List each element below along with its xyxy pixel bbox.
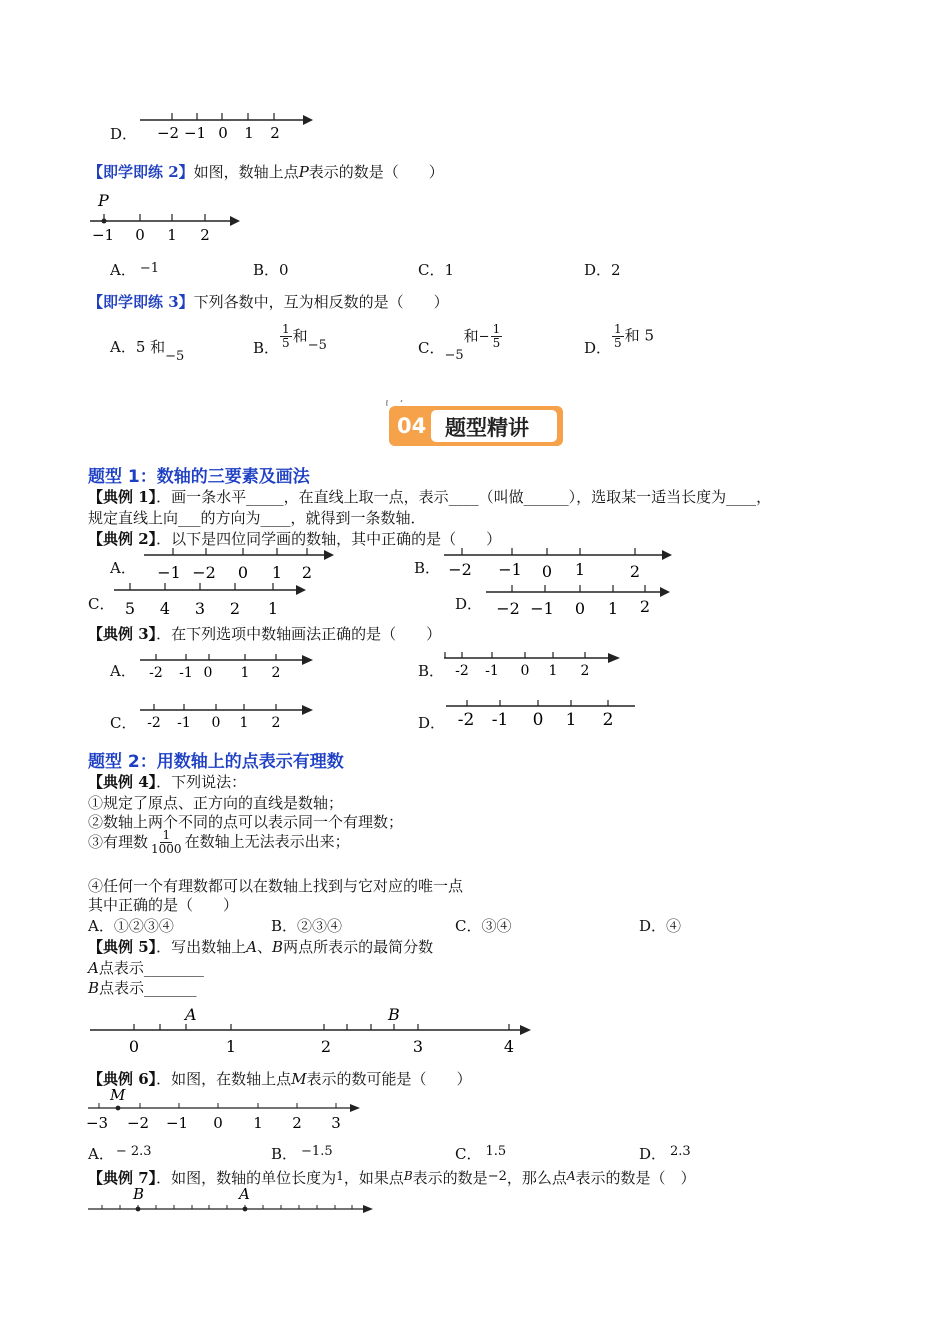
tick-label: -1 xyxy=(491,710,509,730)
number-line-dl3-d xyxy=(440,698,640,734)
exercise-2-question xyxy=(88,161,444,182)
point-label-a: A xyxy=(185,1005,197,1024)
tick-label: 2 xyxy=(320,1037,332,1056)
tick-label: -1 xyxy=(485,663,499,679)
number-line-ex2 xyxy=(88,190,248,248)
type-2-heading: 题型 2：用数轴上的点表示有理数 xyxy=(88,752,344,772)
answer-line-b[interactable]: B点表示_______ xyxy=(88,979,197,997)
example-7-question: 【典例 7】．如图，数轴的单位长度为$^1$，如果点$^B$表示的数是−2，那么点$^A$表示的数是（ ） xyxy=(88,1169,696,1187)
tick-label: 4 xyxy=(503,1037,515,1056)
option-b[interactable]: B． −1.5 xyxy=(271,1144,333,1163)
tick-label: 0 xyxy=(128,1037,140,1056)
question-text: 下列各数中，互为相反数的是（ ） xyxy=(193,293,449,311)
tick-label: 5 xyxy=(124,599,136,618)
tick-label: −1 xyxy=(157,563,181,582)
point-label-m: M xyxy=(110,1086,126,1104)
option-d-label[interactable]: D． xyxy=(418,714,446,732)
tick-label: −1 xyxy=(530,599,554,618)
tick-label: 2 xyxy=(200,226,210,244)
tick-label: 0 xyxy=(213,1114,223,1132)
tick-label: 4 xyxy=(159,599,171,618)
tick-label: 2 xyxy=(639,597,651,616)
example-4-question: 【典例 4】．下列说法： xyxy=(88,773,247,791)
number-line-dl6 xyxy=(86,1086,366,1136)
tick-label: 3 xyxy=(331,1114,341,1132)
tick-label: -2 xyxy=(149,665,163,681)
option-c[interactable]: C．1 xyxy=(418,261,455,279)
tick-label: 0 xyxy=(574,599,586,618)
option-d[interactable]: D．④ xyxy=(639,917,682,935)
tick-label: 1 xyxy=(167,226,177,244)
statement-4: ④任何一个有理数都可以在数轴上找到与它对应的唯一点 xyxy=(88,877,464,895)
tick-label: 2 xyxy=(270,124,280,142)
point-m xyxy=(116,1106,121,1111)
statement-2: ②数轴上两个不同的点可以表示同一个有理数； xyxy=(88,813,404,831)
tick-label: 1 xyxy=(574,560,586,579)
tick-label: −3 xyxy=(86,1114,109,1132)
badge-number: 04 xyxy=(397,414,427,438)
tick-label: 0 xyxy=(541,562,553,581)
tick-label: -2 xyxy=(457,710,475,730)
exercise-tag: 【即学即练 2】 xyxy=(88,163,194,181)
badge-title: 题型精讲 xyxy=(445,416,529,440)
option-b[interactable]: B． $\frac{1}{5}$ 和−5 xyxy=(253,322,327,357)
number-line-dl5 xyxy=(88,1002,538,1062)
number-line-dl3-b xyxy=(440,648,625,682)
option-d[interactable]: D． $\frac{1}{5}$ 和 5 xyxy=(584,322,654,357)
option-d-label[interactable]: D． xyxy=(455,595,483,613)
point-label-b: B xyxy=(388,1005,400,1024)
statement-5: 其中正确的是（ ） xyxy=(88,896,239,914)
tick-label: 2 xyxy=(271,665,281,681)
tick-label: −2 xyxy=(192,563,216,582)
exercise-3-question xyxy=(88,291,449,312)
option-a-label[interactable]: A． xyxy=(110,559,136,577)
tick-label: 2 xyxy=(229,599,241,618)
tick-label: 3 xyxy=(412,1037,424,1056)
option-c[interactable]: C．−5和− $\frac{1}{5}$ xyxy=(418,322,501,363)
tick-label: 1 xyxy=(548,663,558,679)
tick-label: −1 xyxy=(183,124,207,142)
statement-1: ①规定了原点、正方向的直线是数轴； xyxy=(88,794,344,812)
tick-label: 0 xyxy=(237,563,249,582)
tick-label: 1 xyxy=(244,124,254,142)
option-a[interactable]: A． −1 xyxy=(110,261,160,279)
option-c-label[interactable]: C． xyxy=(88,595,115,613)
number-line-dl2-d xyxy=(482,582,677,622)
option-b-label[interactable]: B． xyxy=(418,662,445,680)
example-2-question: 【典例 2】．以下是四位同学画的数轴，其中正确的是（ ） xyxy=(88,530,502,548)
example-3-question: 【典例 3】．在下列选项中数轴画法正确的是（ ） xyxy=(88,625,442,643)
number-line-dl7 xyxy=(86,1184,376,1218)
tick-label: −1 xyxy=(498,560,522,579)
tick-label: 0 xyxy=(203,665,213,681)
tick-label: 0 xyxy=(520,663,530,679)
option-c[interactable]: C．③④ xyxy=(455,917,512,935)
tick-label: 2 xyxy=(271,715,281,731)
question-text-end: 表示的数是（ ） xyxy=(308,163,444,181)
tick-label: 0 xyxy=(135,226,145,244)
option-a[interactable]: A．①②③④ xyxy=(88,917,174,935)
tick-label: 1 xyxy=(271,563,283,582)
tick-label: -1 xyxy=(177,715,191,731)
tick-label: 1 xyxy=(607,599,619,618)
exercise-tag: 【即学即练 3】 xyxy=(88,293,194,311)
number-line-dl2-a xyxy=(140,545,340,585)
tick-label: 1 xyxy=(225,1037,237,1056)
point-label-p: P xyxy=(98,191,109,210)
option-a[interactable]: A． − 2.3 xyxy=(88,1144,152,1163)
tick-label: -2 xyxy=(455,663,469,679)
tick-label: 2 xyxy=(580,663,590,679)
option-b[interactable]: B．②③④ xyxy=(271,917,343,935)
tick-label: 1 xyxy=(253,1114,263,1132)
tick-label: 2 xyxy=(602,710,614,730)
option-d[interactable]: D．2 xyxy=(584,261,621,279)
tick-label: 0 xyxy=(211,715,221,731)
tick-label: 1 xyxy=(239,715,249,731)
tick-label: -1 xyxy=(179,665,193,681)
statement-3: ③有理数 $\frac{1}{1000}$ 在数轴上无法表示出来； xyxy=(88,828,350,856)
type-1-heading: 题型 1：数轴的三要素及画法 xyxy=(88,467,310,487)
option-c[interactable]: C． 1.5 xyxy=(455,1144,507,1163)
tick-label: 2 xyxy=(629,562,641,581)
tick-label: −2 xyxy=(126,1114,150,1132)
tick-label: −2 xyxy=(448,560,472,579)
tick-label: 2 xyxy=(292,1114,302,1132)
tick-label: 2 xyxy=(301,563,313,582)
option-c-label[interactable]: C． xyxy=(110,714,137,732)
number-line-dl2-c xyxy=(110,580,310,620)
tick-label: −1 xyxy=(165,1114,189,1132)
tick-label: 1 xyxy=(240,665,250,681)
variable: P xyxy=(298,163,309,181)
option-b-label[interactable]: B． xyxy=(414,559,441,577)
tick-label: 3 xyxy=(194,599,206,618)
tick-label: 0 xyxy=(218,124,228,142)
tick-label: −1 xyxy=(91,226,115,244)
tick-label: -2 xyxy=(147,715,161,731)
number-line-dl3-a xyxy=(136,650,321,684)
option-d-label: D． xyxy=(110,125,138,143)
example-1-line2: 规定直线上向___的方向为____，就得到一条数轴． xyxy=(88,509,426,527)
example-6-question: 【典例 6】．如图，在数轴上点M表示的数可能是（ ） xyxy=(88,1070,472,1088)
tick-label: 1 xyxy=(267,599,279,618)
section-badge xyxy=(385,400,567,448)
number-line-dl3-c xyxy=(136,700,321,734)
example-5-question: 【典例 5】．写出数轴上A、B两点所表示的最简分数 xyxy=(88,938,434,956)
tick-label: −2 xyxy=(156,124,180,142)
option-b[interactable]: B．0 xyxy=(253,261,289,279)
option-a-label[interactable]: A． xyxy=(110,662,136,680)
question-text: 如图，数轴上点 xyxy=(193,163,299,181)
option-a[interactable]: A．5 和−5 xyxy=(110,338,185,364)
tick-label: 0 xyxy=(532,710,544,730)
point-label-b: B xyxy=(133,1185,145,1203)
answer-line-a[interactable]: A点表示________ xyxy=(88,959,204,977)
example-1-line1: 【典例 1】．画一条水平_____，在直线上取一点，表示____（叫做______），选取某一适当长度为____， xyxy=(88,488,772,506)
tick-label: −2 xyxy=(496,599,520,618)
point-label-a: A xyxy=(239,1185,250,1203)
number-line-top-d xyxy=(135,108,320,144)
tick-label: 1 xyxy=(565,710,577,730)
option-d[interactable]: D． 2.3 xyxy=(639,1144,691,1163)
number-line-dl2-b xyxy=(440,545,680,585)
